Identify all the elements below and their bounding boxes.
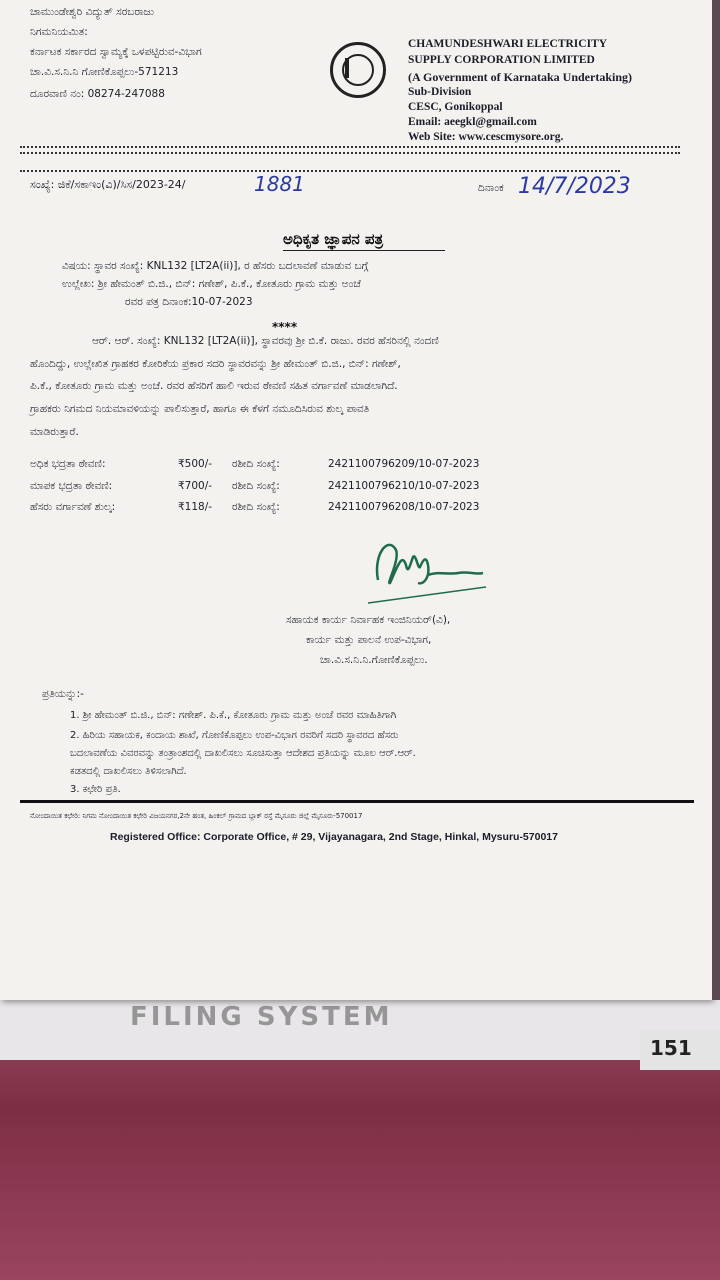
website-line: Web Site: www.cescmysore.org.: [408, 131, 564, 143]
en-header-line: CESC, Gonikoppal: [408, 101, 503, 113]
kn-header-line: ಚಾ.ವಿ.ಸ.ನಿ.ನಿ ಗೋಣಿಕೊಪ್ಪಲು-571213: [30, 66, 179, 78]
subject-line: ವಿಷಯ: ಸ್ಥಾವರ ಸಂಖ್ಯೆ: KNL132 [LT2A(ii)], ರ ಹೆಸರು ಬದಲಾವಣೆ ಮಾಡುವ ಬಗ್ಗೆ: [62, 260, 369, 272]
receipt-number: 242110079620​9/10-07-2023: [328, 458, 480, 470]
signatory-office: ಕಾರ್ಯ ಮತ್ತು ಪಾಲನೆ ಉಪ-ವಿಭಾಗ,: [306, 634, 432, 646]
fee-amount: ₹118/-: [178, 501, 213, 513]
signatory-designation: ಸಹಾಯಕ ಕಾರ್ಯ ನಿರ್ವಾಹಕ ಇಂಜಿನಿಯರ್(ವಿ),: [286, 614, 451, 626]
body-line: ಮಾಡಿರುತ್ತಾರೆ.: [30, 426, 79, 438]
signatory-location: ಚಾ.ವಿ.ಸ.ನಿ.ನಿ.ಗೋಣಿಕೊಪ್ಪಲು.: [320, 654, 428, 666]
reference-date-line: ರವರ ಪತ್ರ ದಿನಾಂಕ:10-07-2023: [125, 296, 253, 308]
fee-label: ಹೆಸರು ವರ್ಗಾವಣೆ ಶುಲ್ಕ:: [30, 501, 116, 513]
date-label: ದಿನಾಂಕ: [478, 182, 504, 194]
copy-item: ಕಡತದಲ್ಲಿ ದಾಖಲಿಸಲು ತಿಳಿಸಲಾಗಿದೆ.: [70, 766, 187, 777]
fee-amount: ₹700/-: [178, 480, 213, 492]
signature: [368, 525, 488, 605]
footer-kn: ನೋಂದಾಯಿತ ಕಛೇರಿ: ನಿಗಮ ನೋಂದಾಯಿತ ಕಛೇರಿ ವಿಜಯನಗರ,2ನೇ ಹಂತ, ಹಿಂಕಲ್ ಗ್ರಾಮದ ಬ್ಲಾಕ್ ರಸ್ತೆ ಮೈಸೂರು ಜಿಲ್ಲೆ ಮೈಸೂರು-570017: [30, 812, 363, 820]
body-line: ಗ್ರಾಹಕರು ನಿಗಮದ ನಿಯಮಾವಳಿಯನ್ನು ಪಾಲಿಸುತ್ತಾರೆ, ಹಾಗೂ ಈ ಕೆಳಗೆ ನಮೂದಿಸಿರುವ ಶುಲ್ಕ ಪಾವತಿ: [30, 403, 370, 415]
ref-divider: [20, 170, 620, 172]
reference-line: ಉಲ್ಲೇಖ: ಶ್ರೀ ಹೇಮಂತ್ ಬಿ.ಜಿ., ಬಿನ್: ಗಣೇಶ್, ಪಿ.ಕೆ., ಕೋತೂರು ಗ್ರಾಮ ಮತ್ತು ಅಂಚೆ: [62, 278, 361, 290]
copies-heading: ಪ್ರತಿಯನ್ನು:-: [42, 688, 84, 700]
receipt-number: 242110079621​0/10-07-2023: [328, 480, 480, 492]
kn-header-line: ಚಾಮುಂಡೇಶ್ವರಿ ವಿದ್ಯುತ್ ಸರಬರಾಜು: [30, 6, 155, 18]
kn-header-line: ದೂರವಾಣಿ ನಂ: 08274-247088: [30, 88, 165, 100]
logo-mark: [345, 58, 349, 78]
receipt-label: ರಶೀದಿ ಸಂಖ್ಯೆ:: [232, 458, 280, 470]
kn-header-line: ನಿಗಮನಿಯಮಿತ:: [30, 26, 88, 38]
date-handwritten: 14/7/2023: [518, 174, 631, 199]
copy-item: ಬದಲಾವಣೆಯ ವಿವರವನ್ನು ತಂತ್ರಾಂಶದಲ್ಲಿ ದಾಖಲಿಸಲು ಸೂಚಿಸುತ್ತಾ ಆದೇಶದ ಪ್ರತಿಯನ್ನು ಮೂಲ ಆರ್.ಆರ್.: [70, 748, 416, 759]
fee-label: ಅಧಿಕ ಭದ್ರತಾ ಠೇವಣಿ:: [30, 458, 106, 470]
receipt-number: 242110079620​8/10-07-2023: [328, 501, 480, 513]
memo-title: ಅಧಿಕೃತ ಜ್ಞಾಪನ ಪತ್ರ: [283, 230, 384, 248]
folder-label: FILING SYSTEM: [130, 1002, 393, 1032]
folder-number: 151: [640, 1030, 720, 1070]
body-line: ಪಿ.ಕೆ., ಕೋತೂರು ಗ್ರಾಮ ಮತ್ತು ಅಂಚೆ. ರವರ ಹೆಸರಿಗೆ ಹಾಲಿ ಇರುವ ಠೇವಣಿ ಸಹಿತ ವರ್ಗಾವಣೆ ಮಾಡಲಾಗಿದೆ.: [30, 380, 398, 392]
en-header-line: SUPPLY CORPORATION LIMITED: [408, 54, 595, 66]
en-header-line: Sub-Division: [408, 86, 472, 98]
body-line: ಹೊಂದಿದ್ದು, ಉಲ್ಲೇಖಿತ ಗ್ರಾಹಕರ ಕೋರಿಕೆಯ ಪ್ರಕಾರ ಸದರಿ ಸ್ಥಾವರವನ್ನು ಶ್ರೀ ಹೇಮಂತ್ ಬಿ.ಜಿ., ಬಿನ್: ಗಣೇಶ್,: [30, 358, 401, 370]
fee-label: ಮಾಪಕ ಭದ್ರತಾ ಠೇವಣಿ:: [30, 480, 113, 492]
footer-en: Registered Office: Corporate Office, # 29, Vijayanagara, 2nd Stage, Hinkal, Mysuru-570017: [110, 831, 558, 843]
kn-header-line: ಕರ್ನಾಟಕ ಸರ್ಕಾರದ ಸ್ವಾಮ್ಯಕ್ಕೆ ಒಳಪಟ್ಟಿರುವ-ವಿಭಾಗ: [30, 46, 202, 58]
email-line: Email: aeegkl@gmail.com: [408, 116, 537, 128]
title-underline: [283, 250, 445, 251]
en-header-line: CHAMUNDESHWARI ELECTRICITY: [408, 38, 608, 50]
header-divider: [20, 152, 680, 154]
copy-item: 2. ಹಿರಿಯ ಸಹಾಯಕ, ಕಂದಾಯ ಶಾಖೆ, ಗೋಣಿಕೊಪ್ಪಲು ಉಪ-ವಿಭಾಗ ರವರಿಗೆ ಸದರಿ ಸ್ಥಾವರದ ಹೆಸರು: [70, 730, 399, 741]
copy-item: 1. ಶ್ರೀ ಹೇಮಂತ್ ಬಿ.ಜಿ., ಬಿನ್: ಗಣೇಶ್. ಪಿ.ಕೆ., ಕೋತೂರು ಗ್ರಾಮ ಮತ್ತು ಅಂಚೆ ರವರ ಮಾಹಿತಿಗಾಗಿ: [70, 710, 397, 721]
receipt-label: ರಶೀದಿ ಸಂಖ್ಯೆ:: [232, 501, 280, 513]
page-edge-shadow: [712, 0, 720, 1000]
footer-divider: [20, 800, 694, 803]
en-header-line: (A Government of Karnataka Undertaking): [408, 70, 632, 84]
receipt-label: ರಶೀದಿ ಸಂಖ್ಯೆ:: [232, 480, 280, 492]
body-line: ಆರ್. ಆರ್. ಸಂಖ್ಯೆ: KNL132 [LT2A(ii)], ಸ್ಥಾವರವು ಶ್ರೀ ಬಿ.ಕೆ. ರಾಜು. ರವರ ಹೆಸರಿನಲ್ಲಿ ನಂದಣಿ: [92, 335, 439, 347]
header-divider: [20, 146, 680, 148]
separator-stars: ****: [272, 320, 298, 334]
cesc-logo: [330, 42, 386, 98]
ref-number-label: ಸಂಖ್ಯೆ: ಜಿಕೆ/ಸಕಾಇಂ(ವಿ)/ಸಿಸ/2023-24/: [30, 178, 186, 191]
copy-item: 3. ಕಛೇರಿ ಪ್ರತಿ.: [70, 784, 121, 795]
ref-number-handwritten: 1881: [254, 172, 305, 196]
fee-amount: ₹500/-: [178, 458, 213, 470]
